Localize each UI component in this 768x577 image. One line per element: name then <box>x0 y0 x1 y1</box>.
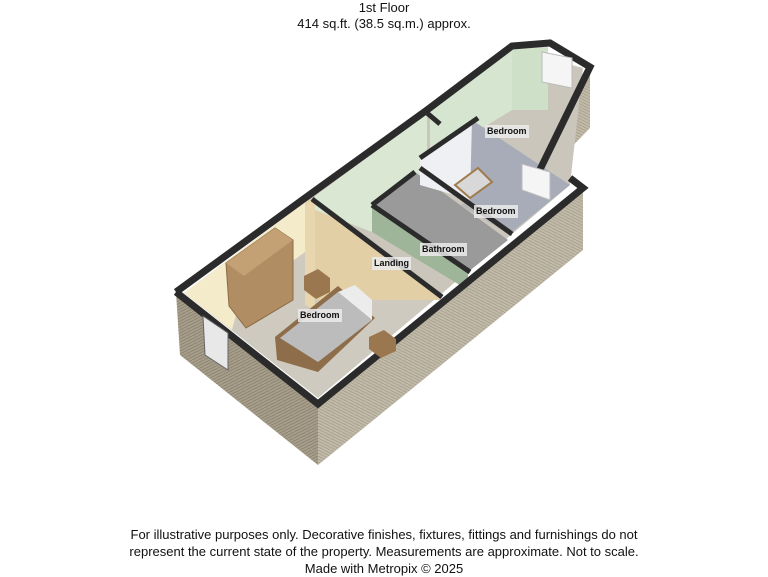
disclaimer <box>0 526 768 577</box>
room-label-bedroom-3: Bedroom <box>487 126 527 136</box>
room-label-landing: Landing <box>374 258 409 268</box>
floor-area: 414 sq.ft. (38.5 sq.m.) approx. <box>297 16 471 31</box>
disclaimer-line-2: represent the current state of the property. Measurements are approximate. Not to scale. <box>129 544 639 559</box>
disclaimer-line-1: For illustrative purposes only. Decorative finishes, fixtures, fittings and furnishings do not <box>130 527 638 542</box>
room-label-bedroom-1: Bedroom <box>300 310 340 320</box>
room-label-bathroom: Bathroom <box>422 244 465 254</box>
room-label-bedroom-2: Bedroom <box>476 206 516 216</box>
floor-title: 1st Floor <box>358 0 410 15</box>
credit-line: Made with Metropix © 2025 <box>304 561 464 576</box>
